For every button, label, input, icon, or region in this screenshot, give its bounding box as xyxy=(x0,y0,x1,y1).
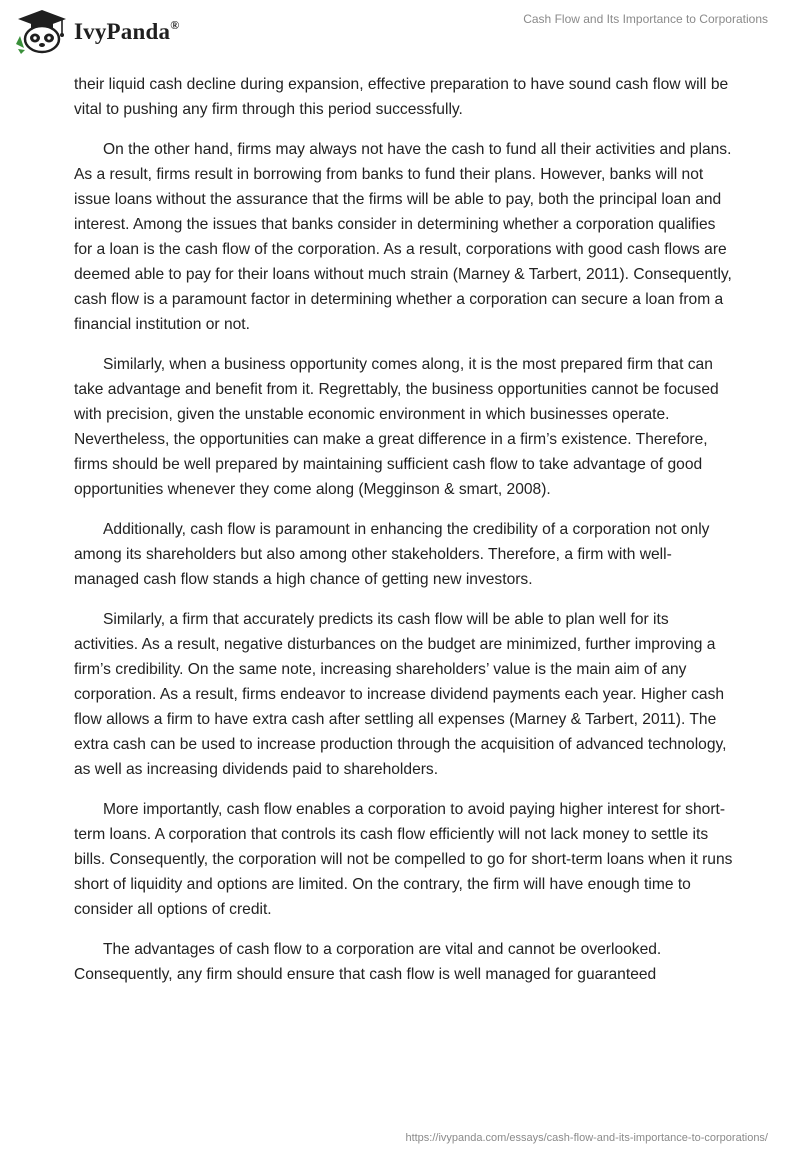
source-url-link[interactable]: https://ivypanda.com/essays/cash-flow-and-its-importance-to-corporations/ xyxy=(405,1132,768,1144)
paragraph-continued: their liquid cash decline during expansion, effective preparation to have sound cash flow will be vital to pushing any firm through this period successfully. xyxy=(74,76,729,118)
brand-logo[interactable] xyxy=(14,8,179,54)
essay-body xyxy=(74,72,734,1002)
paragraph: The advantages of cash flow to a corporation are vital and cannot be overlooked. Consequently, any firm should ensure that cash flow is well managed for guaranteed xyxy=(74,941,662,983)
brand-name: IvyPanda® xyxy=(74,17,180,44)
page-header xyxy=(0,0,800,70)
paragraph: Similarly, when a business opportunity comes along, it is the most prepared firm that can take advantage and benefit from it. Regrettably, the business opportunities cannot be focused with precision, given the unstable economic environment in which businesses operate. Nevertheless, the opportunities can make a great difference in a firm’s existence. Therefore, firms should be well prepared by maintaining sufficient cash flow to take advantage of good opportunities whenever they come along (Megginson & smart, 2008). xyxy=(74,356,719,498)
paragraph: More importantly, cash flow enables a corporation to avoid paying higher interest for short-term loans. A corporation that controls its cash flow efficiently will not lack money to settle its bills. Consequently, the corporation will not be compelled to go for short-term loans when it runs short of liquidity and options are limited. On the contrary, the firm will have enough time to consider all options of credit. xyxy=(74,801,733,918)
paragraph: On the other hand, firms may always not have the cash to fund all their activities and plans. As a result, firms result in borrowing from banks to fund their plans. However, banks will not issue loans without the assurance that the firms will be able to pay, both the principal loan and interest. Among the issues that banks consider in determining whether a corporation qualifies for a loan is the cash flow of the corporation. As a result, corporations with good cash flows are deemed able to pay for their loans without much strain (Marney & Tarbert, 2011). Consequently, cash flow is a paramount factor in determining whether a corporation can secure a loan from a financial institution or not. xyxy=(74,141,732,333)
paragraph: Similarly, a firm that accurately predicts its cash flow will be able to plan well for its activities. As a result, negative disturbances on the budget are minimized, further improving a firm’s credibility. On the same note, increasing shareholders’ value is the main aim of any corporation. As a result, firms endeavor to increase dividend payments each year. Higher cash flow allows a firm to have extra cash after settling all expenses (Marney & Tarbert, 2011). The extra cash can be used to increase production through the acquisition of advanced technology, as well as increasing dividends paid to shareholders. xyxy=(74,611,727,778)
paragraph: Additionally, cash flow is paramount in enhancing the credibility of a corporation not only among its shareholders but also among other stakeholders. Therefore, a firm with well-managed cash flow stands a high chance of getting new investors. xyxy=(74,521,710,588)
panda-graduate-icon xyxy=(14,8,70,54)
document-title: Cash Flow and Its Importance to Corporations xyxy=(523,12,768,26)
